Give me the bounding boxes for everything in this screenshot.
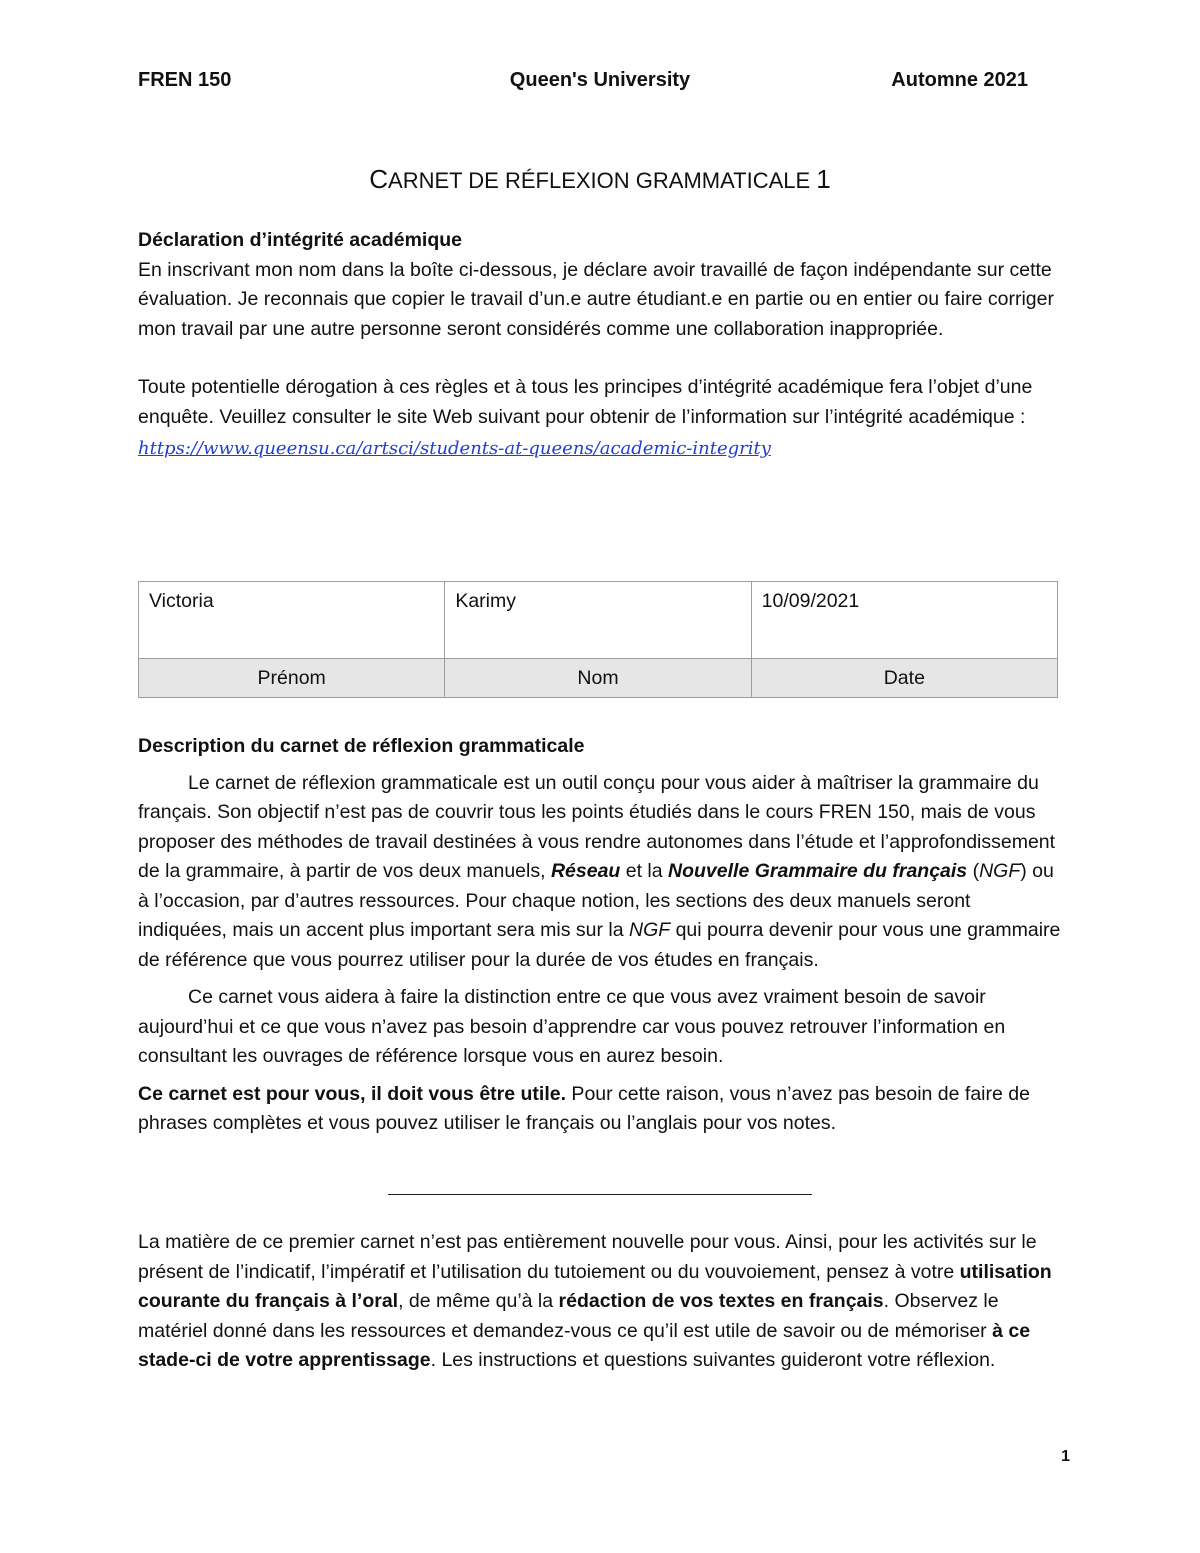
title-lead: C: [369, 164, 389, 194]
description-paragraph-1: Le carnet de réflexion grammaticale est un outil conçu pour vous aider à maîtriser la grammaire du français. Son objectif n’est pas de couvrir tous les points étudiés dans le cours FREN 150, mais de vous proposer des méthodes de travail destinées à vous rendre autonomes dans l’étude et l’approfondissement de la grammaire, à partir de vos deux manuels, Réseau et la Nouvelle Grammaire du français (NGF) ou à l’occasion, par d’autres ressources. Pour chaque notion, les sections des deux manuels seront indiquées, mais un accent plus important sera mis sur la NGF qui pourra devenir pour vous une grammaire de référence que vous pourrez utiliser pour la durée de vos études en français.: [138, 771, 1061, 971]
first-name-value[interactable]: Victoria: [139, 582, 445, 659]
intro-paragraph: La matière de ce premier carnet n’est pas entièrement nouvelle pour vous. Ainsi, pour les activités sur le présent de l’indicatif, l’impératif et l’utilisation du tutoiement ou du vouvoiement, pensez à votre utilisation courante du français à l’oral, de même qu’à la rédaction de vos textes en français. Observez le matériel donné dans les ressources et demandez-vous ce qu’il est utile de savoir ou de mémoriser à ce stade-ci de votre apprentissage. Les instructions et questions suivantes guideront votre réflexion.: [138, 1231, 1052, 1371]
last-name-label: Nom: [445, 659, 751, 698]
integrity-paragraph-1: En inscrivant mon nom dans la boîte ci-dessous, je déclare avoir travaillé de façon indépendante sur cette évaluation. Je reconnais que copier le travail d’un.e autre étudiant.e en partie ou en entier ou faire corriger mon travail par une autre personne seront considérés comme une collaboration inappropriée.: [138, 258, 1054, 340]
page-title: [0, 163, 1200, 197]
reseau-title: Réseau: [550, 860, 621, 882]
description-heading: Description du carnet de réflexion grammaticale: [138, 735, 585, 757]
last-name-value[interactable]: Karimy: [445, 582, 751, 659]
description-paragraph-2: Ce carnet vous aidera à faire la distinction entre ce que vous avez vraiment besoin de savoir aujourd’hui et ce que vous n’avez pas besoin d’apprendre car vous pouvez retrouver l’information en consultant les ouvrages de référence lorsque vous en aurez besoin.: [138, 986, 1006, 1067]
page-number: 1: [1061, 1448, 1070, 1465]
header-university: Queen's University: [509, 69, 691, 91]
intro-section: [138, 1228, 1062, 1376]
title-rest: ARNET DE RÉFLEXION GRAMMATICALE: [388, 168, 811, 193]
header-course: FREN 150: [138, 69, 232, 91]
ngf-title: Nouvelle Grammaire du français: [668, 860, 968, 882]
section-divider: [388, 1194, 812, 1195]
date-value[interactable]: 10/09/2021: [751, 582, 1057, 659]
first-name-label: Prénom: [139, 659, 445, 698]
description-paragraph-3: Ce carnet est pour vous, il doit vous être utile. Pour cette raison, vous n’avez pas besoin de faire de phrases complètes et vous pouvez utiliser le français ou l’anglais pour vos notes.: [138, 1082, 1030, 1134]
academic-integrity-link[interactable]: https://www.queensu.ca/artsci/students-at-queens/academic-integrity: [138, 438, 771, 459]
identity-table: [138, 581, 1058, 698]
integrity-section: [138, 226, 1062, 464]
description-section: [138, 732, 1062, 1139]
identity-values-row: [139, 582, 1058, 659]
header-term: Automne 2021: [891, 69, 1028, 91]
integrity-paragraph-2: Toute potentielle dérogation à ces règles et à tous les principes d’intégrité académique fera l’objet d’une enquête. Veuillez consulter le site Web suivant pour obtenir de l’information sur l’intégrité académique :: [138, 376, 1033, 428]
title-number: 1: [816, 164, 831, 194]
identity-labels-row: [139, 659, 1058, 698]
date-label: Date: [751, 659, 1057, 698]
integrity-heading: Déclaration d’intégrité académique: [138, 229, 463, 251]
